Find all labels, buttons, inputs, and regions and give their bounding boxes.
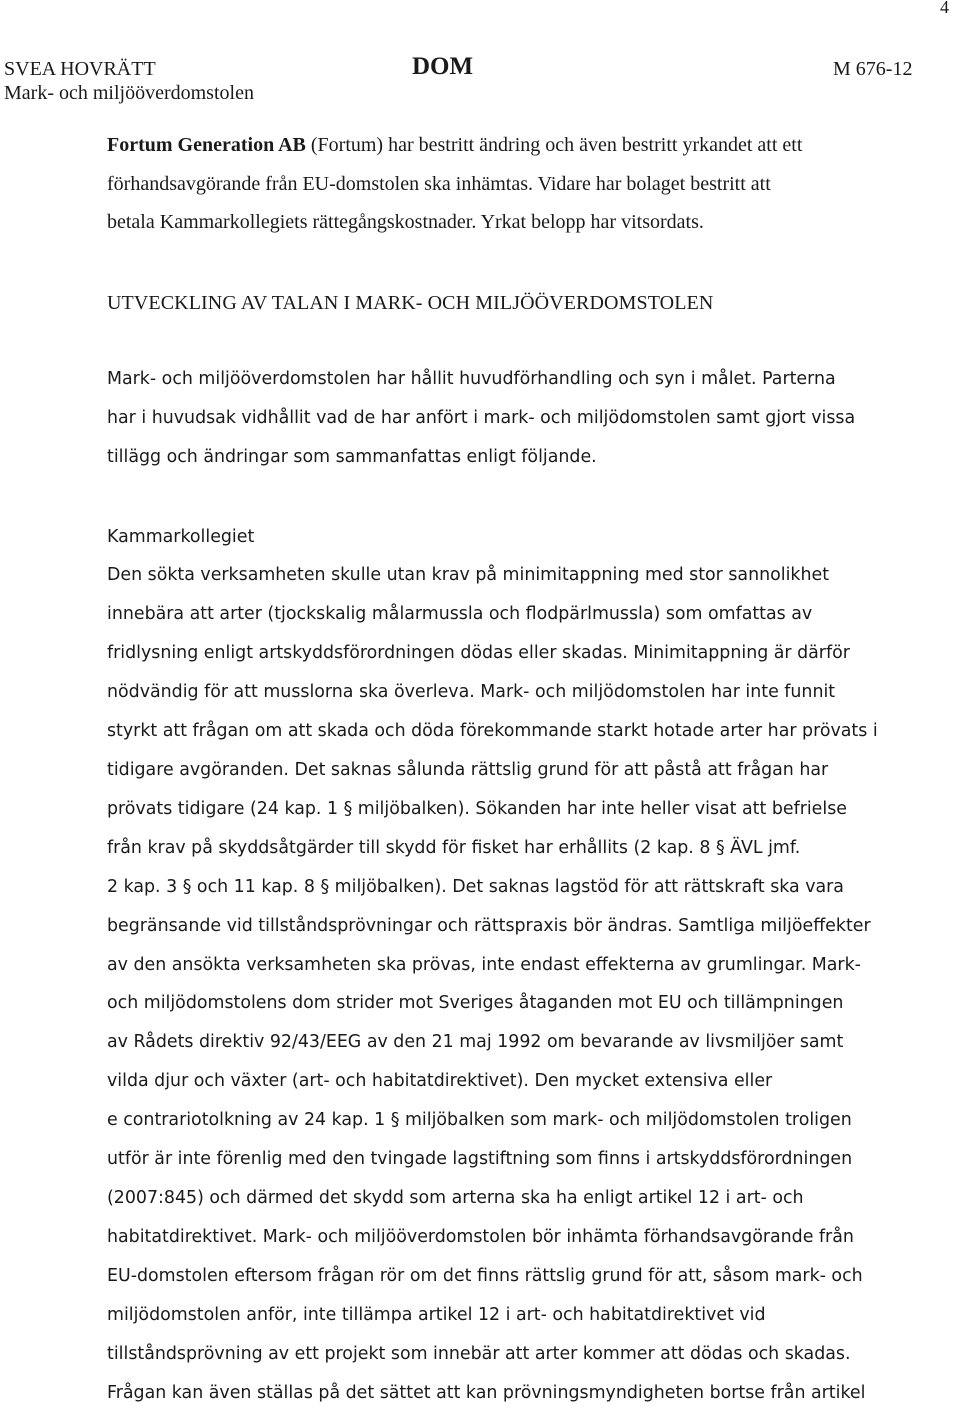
case-number: M 676-12: [833, 58, 913, 80]
court-name: SVEA HOVRÄTT: [4, 58, 156, 80]
paragraph-fortum: [107, 126, 907, 242]
paragraph-proceedings: Mark- och miljööverdomstolen har hållit huvudförhandling och syn i målet. Parterna har i huvudsak vidhållit vad de har anfört i mark- och miljödomstolen samt gjort vissa tillägg och ändringar som sammanfattas enligt följande.: [107, 369, 856, 467]
party-subheading: Kammarkollegiet: [107, 527, 255, 547]
section-heading: UTVECKLING AV TALAN I MARK- OCH MILJÖÖVERDOMSTOLEN: [107, 292, 714, 314]
page-number: 4: [940, 0, 949, 17]
paragraph-kammarkollegiet: Den sökta verksamheten skulle utan krav på minimitappning med stor sannolikhet innebära att arter (tjockskalig målarmussla och flodpärlmussla) som omfattas av fridlysning enligt artskyddsförordningen dödas eller skadas. Minimitappning är därför nödvändig för att musslorna ska överleva. Mark- och miljödomstolen har inte funnit styrkt att frågan om att skada och döda förekommande starkt hotade arter har prövats i tidigare avgöranden. Det saknas sålunda rättslig grund för att påstå att frågan har prövats tidigare (24 kap. 1 § miljöbalken). Sökanden har inte heller visat att befrielse från krav på skyddsåtgärder till skydd för fisket har erhållits (2 kap. 8 § ÄVL jmf. 2 kap. 3 § och 11 kap. 8 § miljöbalken). Det saknas lagstöd för att rättskraft ska vara begränsande vid tillståndsprövningar och rättspraxis bör ändras. Samtliga miljöeffekter av den ansökta verksamheten ska prövas, inte endast effekterna av grumlingar. Mark- och miljödomstolens dom strider mot Sveriges åtaganden mot EU och tillämpningen av Rådets direktiv 92/43/EEG av den 21 maj 1992 om bevarande av livsmiljöer samt vilda djur och växter (art- och habitatdirektivet). Den mycket extensiva eller e contrariotolkning av 24 kap. 1 § miljöbalken som mark- och miljödomstolen troligen utför är inte förenlig med den tvingade lagstiftning som finns i artskyddsförordningen (2007:845) och därmed det skydd som arterna ska ha enligt artikel 12 i art- och habitatdirektivet. Mark- och miljööverdomstolen bör inhämta förhandsavgörande från EU-domstolen eftersom frågan rör om det finns rättslig grund för att, såsom mark- och miljödomstolen anför, inte tillämpa artikel 12 i art- och habitatdirektivet vid tillståndsprövning av ett projekt som innebär att arter kommer att dödas och skadas. Frågan kan även ställas på det sättet att kan prövningsmyndigheten bortse från artikel: [107, 565, 878, 1404]
party-name: Fortum Generation AB: [107, 134, 306, 156]
document-type: DOM: [412, 53, 474, 80]
paragraph-fortum-text: (Fortum) har bestritt ändring och även bestritt yrkandet att ett förhandsavgörande från EU-domstolen ska inhämtas. Vidare har bolaget bestritt att betala Kammarkollegiets rättegångskostnader. Yrkat belopp har vitsordats.: [107, 134, 803, 234]
court-department: Mark- och miljööverdomstolen: [4, 82, 254, 104]
